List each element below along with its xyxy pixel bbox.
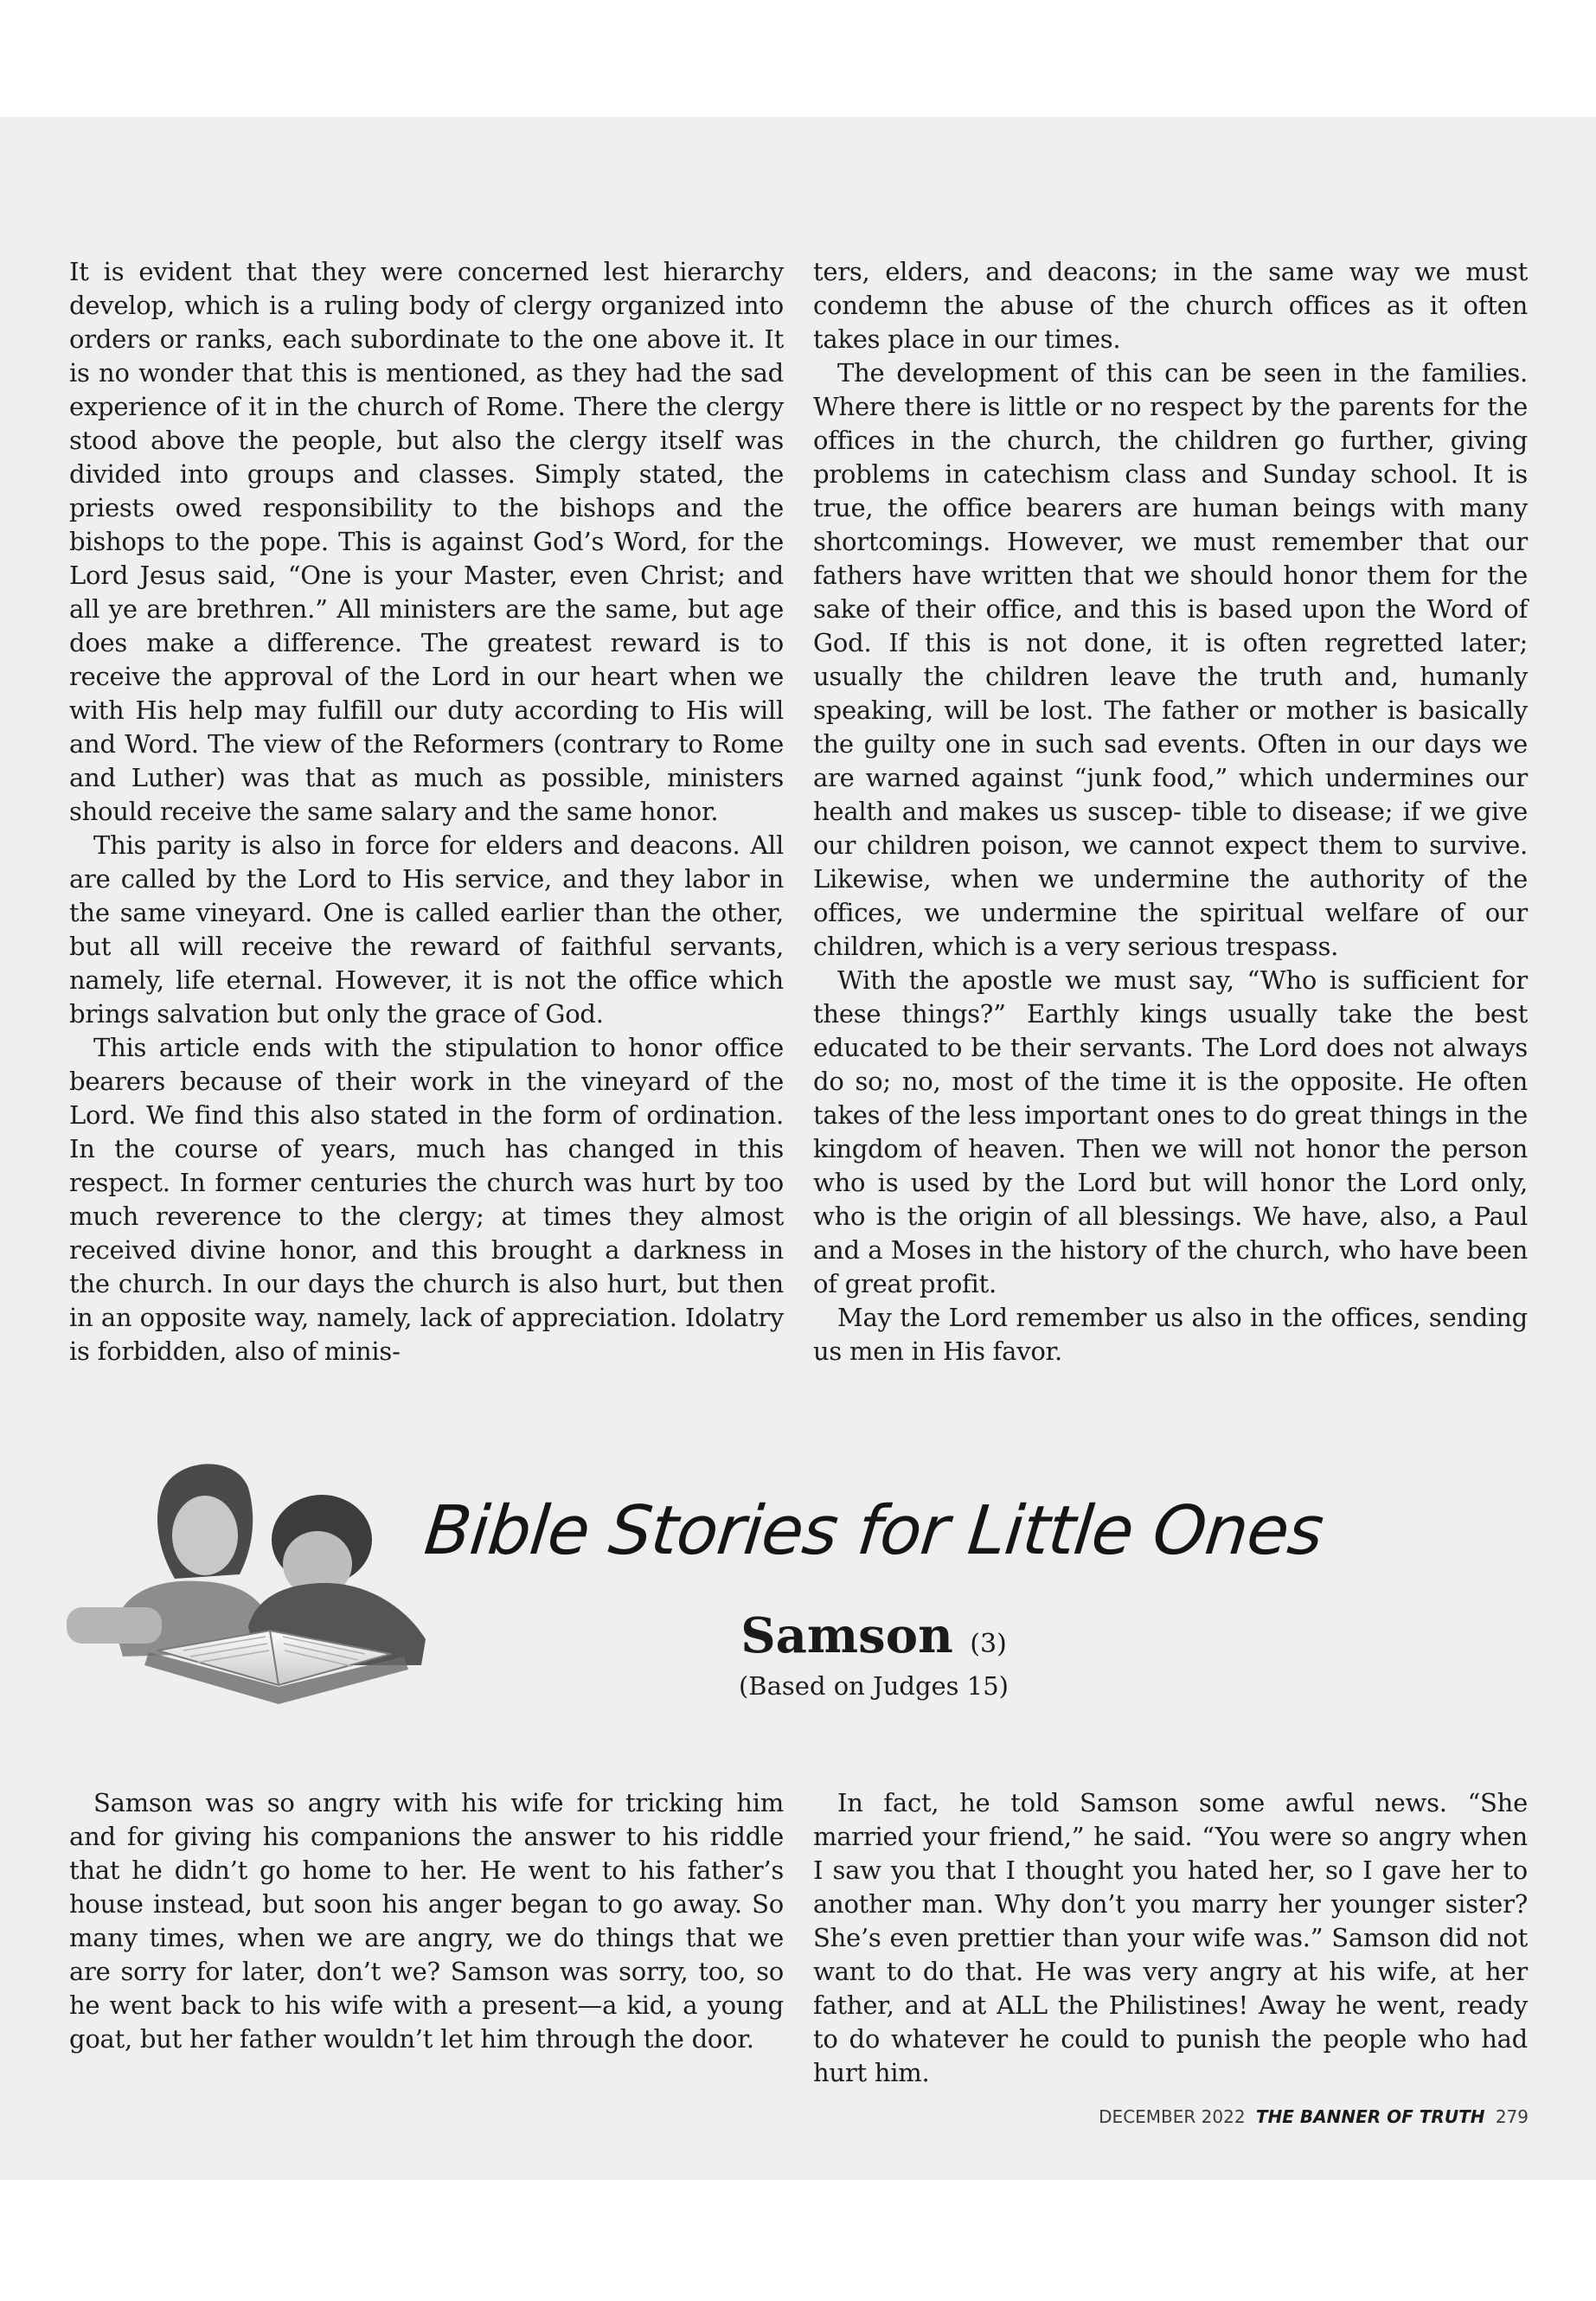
story-title-text: Samson [740,1607,953,1664]
article-column-right [813,255,1528,1368]
story-part-number: (3) [970,1629,1007,1659]
article-paragraph: This article ends with the stipulation to honor office bearers because of their work in the vineyard of the Lord. We find this also stated in the form of ordination. In the course of years, much has changed in this respect. In former centuries the church was hurt by too much reverence to the clergy; at times they almost received divine honor, and this brought a darkness in the church. In our days the church is also hurt, but then in an opposite way, namely, lack of appreciation. Idolatry is forbidden, also of minis- [69,1033,784,1366]
story-column-right [813,1786,1528,2090]
article-paragraph: It is evident that they were concerned lest hierarchy develop, which is a ruling body of clergy organized into orders or ranks, each subordinate to the one above it. It is no wonder that this is mentioned, as they had the sad experience of it in the church of Rome. There the clergy stood above the people, but also the clergy itself was divided into groups and classes. Simply stated, the priests owed responsibility to the bishops and the bishops to the pope. This is against God’s Word, for the Lord Jesus said, “One is your Master, even Christ; and all ye are brethren.” All ministers are the same, but age does make a difference. The greatest reward is to receive the approval of the Lord in our heart when we with His help may fulfill our duty according to His will and Word. The view of the Reformers (contrary to Rome and Luther) was that as much as possible, ministers should receive the same salary and the same honor. [69,257,784,826]
story-paragraph: Samson was so angry with his wife for tricking him and for giving his companions the answer to his riddle that he didn’t go home to her. He went to his father’s house instead, but soon his anger began to go away. So many times, when we are angry, we do things that we are sorry for later, don’t we? Samson was sorry, too, so he went back to his wife with a present—a kid, a young goat, but her father wouldn’t let him through the door. [69,1788,784,2054]
children-reading-bible-photo [62,1453,443,1713]
article-paragraph: This parity is also in force for elders and deacons. All are called by the Lord to His service, and they labor in the same vineyard. One is called earlier than the other, but all will receive the reward of faithful servants, namely, life eternal. However, it is not the office which brings salvation but only the grace of God. [69,830,784,1029]
story-paragraph: In fact, he told Samson some awful news. “She married your friend,” he said. “You were so angry when I saw you that I thought you hated her, so I gave her to another man. Why don’t you marry her younger sister? She’s even prettier than your wife was.” Samson did not want to do that. He was very angry at his wife, at her father, and at ALL the Philistines! Away he went, ready to do whatever he could to punish the people who had hurt him. [813,1788,1528,2087]
story-subtitle: (Based on Judges 15) [738,1671,1009,1701]
footer-magazine-name: THE BANNER OF TRUTH [1255,2106,1485,2127]
article-column-left [69,255,784,1368]
story-column-left [69,1786,784,2056]
page-footer [1099,2106,1529,2127]
section-title: Bible Stories for Little Ones [420,1492,1327,1570]
article-paragraph: With the apostle we must say, “Who is sufficient for these things?” Earthly kings usually take the best educated to be their servants. The Lord does not always do so; no, most of the time it is the opposite. He often takes of the less important ones to do great things in the kingdom of heaven. Then we will not honor the person who is used by the Lord but will honor the Lord only, who is the origin of all blessings. We have, also, a Paul and a Moses in the history of the church, who have been of great profit. [813,965,1528,1298]
story-title [606,1607,1142,1664]
page-number: 279 [1495,2106,1529,2127]
footer-date: DECEMBER 2022 [1099,2106,1246,2127]
article-paragraph: May the Lord remember us also in the offices, sending us men in His favor. [813,1303,1528,1366]
article-paragraph: The development of this can be seen in the families. Where there is little or no respect by the parents for the offices in the church, the children go further, giving problems in catechism class and Sunday school. It is true, the office bearers are human beings with many shortcomings. However, we must remember that our fathers have written that we should honor them for the sake of their office, and this is based upon the Word of God. If this is not done, it is often regretted later; usually the children leave the truth and, humanly speaking, will be lost. The father or mother is basically the guilty one in such sad events. Often in our days we are warned against “junk food,” which undermines our health and makes us suscep- tible to disease; if we give our children poison, we cannot expect them to survive. Likewise, when we undermine the authority of the offices, we undermine the spiritual welfare of our children, which is a very serious trespass. [813,358,1528,961]
article-paragraph: ters, elders, and deacons; in the same way we must condemn the abuse of the church offices as it often takes place in our times. [813,257,1528,354]
